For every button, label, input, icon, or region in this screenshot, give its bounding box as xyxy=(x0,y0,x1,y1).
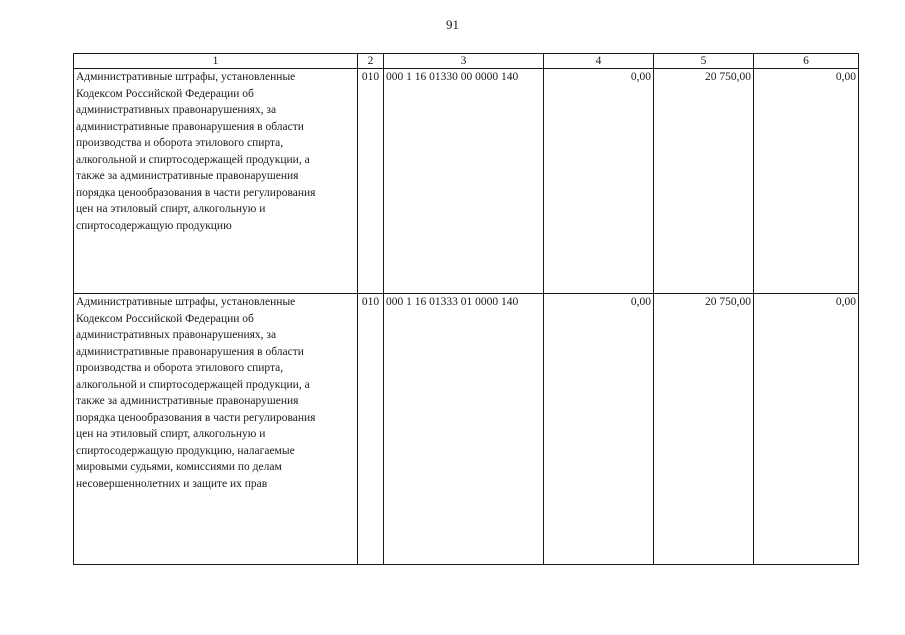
budget-table xyxy=(73,53,859,565)
table-row xyxy=(74,294,859,565)
budget-classification-code: 000 1 16 01330 00 0000 140 xyxy=(384,69,544,294)
column-header-4: 4 xyxy=(544,54,654,69)
amount-col-5: 20 750,00 xyxy=(654,294,754,565)
admin-code: 010 xyxy=(358,294,384,565)
budget-classification-code: 000 1 16 01333 01 0000 140 xyxy=(384,294,544,565)
header-row xyxy=(74,54,859,69)
column-header-2: 2 xyxy=(358,54,384,69)
amount-col-6: 0,00 xyxy=(754,294,859,565)
page-number: 91 xyxy=(446,17,459,32)
income-description: Административные штрафы, установленные Кодексом Российской Федерации об административных правонарушениях, за административные правонарушения в области производства и оборота этилового спирта, алкогольной и спиртосодержащей продукции, а также за административные правонарушения порядка ценообразования в части регулирования цен на этиловый спирт, алкогольную и спиртосодержащую продукцию, налагаемые мировыми судьями, комиссиями по делам несовершеннолетних и защите их прав xyxy=(74,294,358,565)
amount-col-6: 0,00 xyxy=(754,69,859,294)
table-row xyxy=(74,69,859,294)
admin-code: 010 xyxy=(358,69,384,294)
income-description: Административные штрафы, установленные Кодексом Российской Федерации об административных правонарушениях, за административные правонарушения в области производства и оборота этилового спирта, алкогольной и спиртосодержащей продукции, а также за административные правонарушения порядка ценообразования в части регулирования цен на этиловый спирт, алкогольную и спиртосодержащую продукцию xyxy=(74,69,358,294)
column-header-6: 6 xyxy=(754,54,859,69)
column-header-1: 1 xyxy=(74,54,358,69)
amount-col-4: 0,00 xyxy=(544,294,654,565)
column-header-3: 3 xyxy=(384,54,544,69)
column-header-5: 5 xyxy=(654,54,754,69)
amount-col-4: 0,00 xyxy=(544,69,654,294)
amount-col-5: 20 750,00 xyxy=(654,69,754,294)
